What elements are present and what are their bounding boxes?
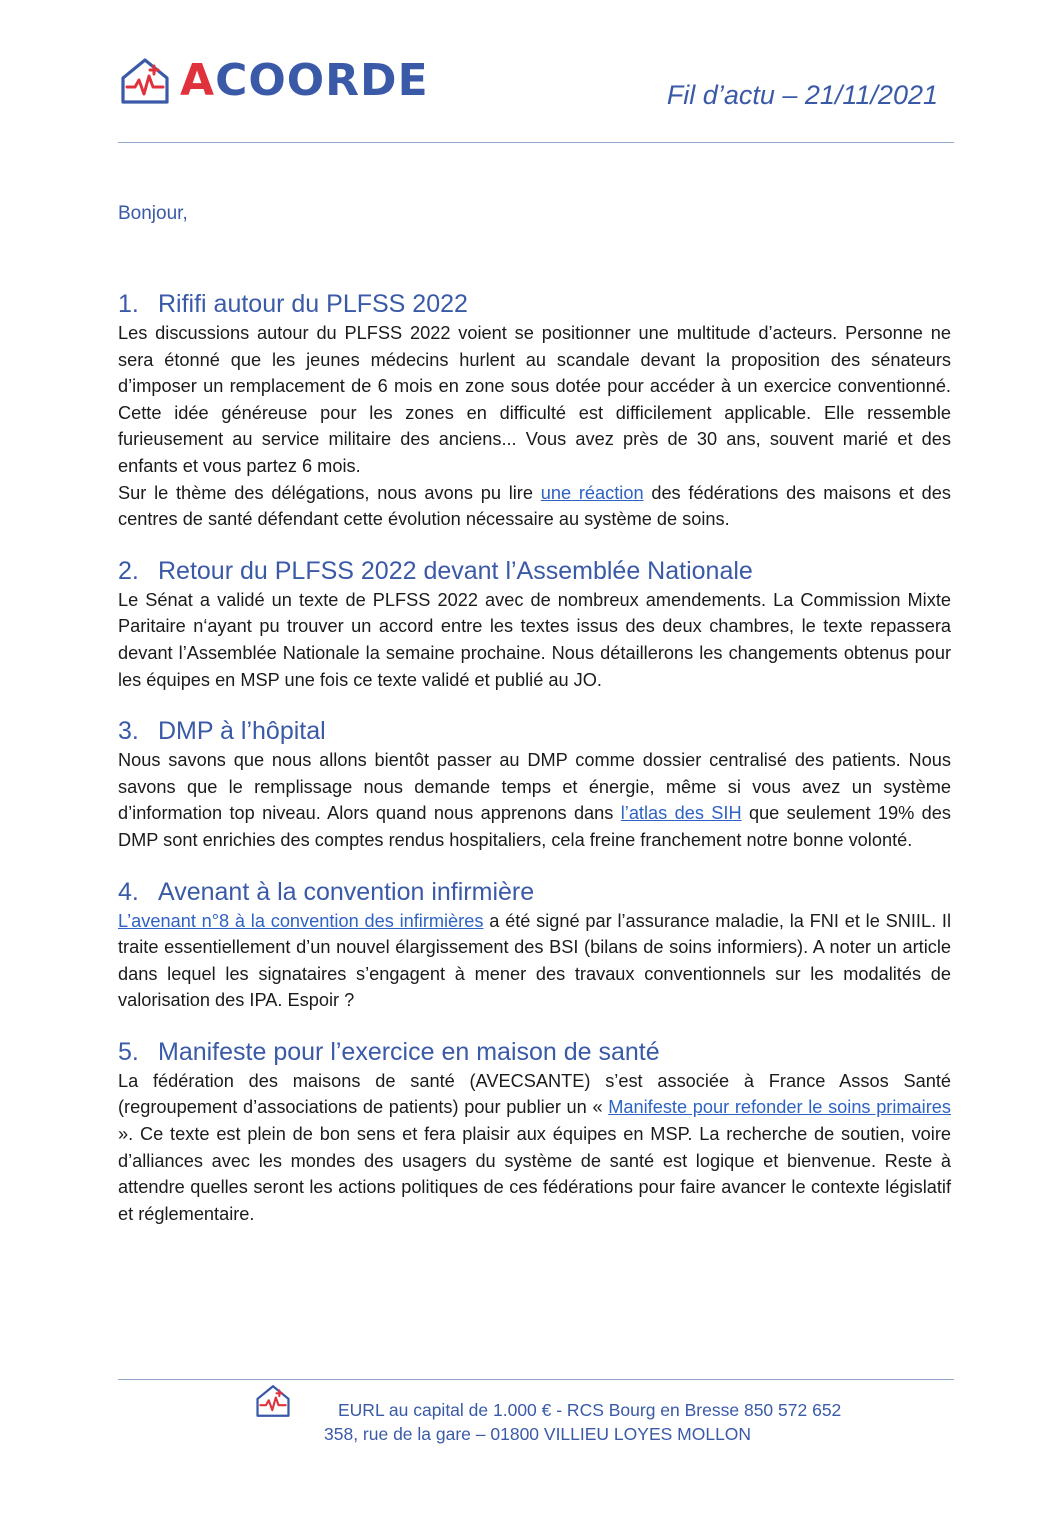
link-avenant-8[interactable]: L’avenant n°8 à la convention des infirmières: [118, 910, 484, 931]
text-run: des fédérations des maisons et des centres de santé défendant cette évolution nécessaire au système de soins.: [118, 482, 951, 530]
section-paragraph: [118, 908, 951, 1014]
section-paragraph: [118, 1068, 951, 1228]
text-run: Nous savons que nous allons bientôt passer au DMP comme dossier centralisé des patients. Nous savons que le remplissage nous demande temps et énergie, même si vous avez un système d’information top niveau. Alors quand nous apprenons dans: [118, 750, 951, 824]
logo-letters-rest: COORDE: [215, 55, 429, 106]
section-number: 2.: [118, 556, 139, 585]
text-run: Sur le thème des délégations, nous avons pu lire: [118, 482, 541, 503]
section-number: 4.: [118, 877, 139, 906]
section-title: DMP à l’hôpital: [158, 717, 326, 746]
section-number: 3.: [118, 717, 139, 746]
newsletter-body: [118, 200, 951, 1249]
section-2: [118, 555, 951, 693]
logo-wordmark: [180, 55, 429, 106]
section-paragraph: [118, 747, 951, 853]
document-date-title: Fil d’actu – 21/11/2021: [666, 80, 938, 110]
footer-company-info: EURL au capital de 1.000 € - RCS Bourg en Bresse 850 572 652: [338, 1400, 842, 1420]
section-paragraph: Le Sénat a validé un texte de PLFSS 2022 avec de nombreux amendements. La Commission Mixte Paritaire n‘ayant pu trouver un accord entre les textes issus des deux chambres, le texte repassera devant l’Assemblée Nationale la semaine prochaine. Nous détaillerons les changements obtenus pour les équipes en MSP une fois ce texte validé et publié au JO.: [118, 589, 951, 690]
section-paragraph: Les discussions autour du PLFSS 2022 voient se positionner une multitude d’acteurs. Personne ne sera étonné que les jeunes médecins hurlent au scandale devant la proposition des sénateurs d’imposer un remplacement de 6 mois en zone sous dotée pour accéder à un exercice conventionné. Cette idée généreuse pour les zones en difficulté est difficilement applicable. Elle ressemble furieusement au service militaire des anciens... Vous avez près de 30 ans, souvent marié et des enfants et vous partez 6 mois.: [118, 323, 951, 476]
section-3: [118, 715, 951, 853]
header-divider: [118, 142, 954, 143]
section-title: Avenant à la convention infirmière: [158, 877, 535, 906]
section-heading: [118, 1036, 951, 1068]
text-run: que seulement 19% des DMP sont enrichies des comptes rendus hospitaliers, cela freine franchement notre bonne volonté.: [118, 803, 951, 850]
section-1: [118, 288, 951, 533]
section-4: [118, 876, 951, 1014]
text-run: a été signé par l’assurance maladie, la FNI et le SNIIL. Il traite essentiellement d’un nouvel élargissement des BSI (bilans de soins informiers). A noter un article dans lequel les signataires s’engagent à mener des travaux conventionnels sur les modalités de valorisation des IPA. Espoir ?: [118, 910, 952, 1011]
section-number: 1.: [118, 290, 139, 318]
logo-letter-a: A: [180, 55, 216, 106]
link-une-reaction[interactable]: une réaction: [540, 482, 644, 503]
section-heading: [118, 288, 951, 320]
footer-divider: [118, 1379, 954, 1380]
house-heartbeat-icon: [254, 1382, 292, 1420]
section-title: Manifeste pour l’exercice en maison de santé: [158, 1037, 660, 1066]
section-heading: [118, 715, 951, 747]
logo: [118, 54, 429, 108]
text-run: La fédération des maisons de santé (AVECSANTE) s’est associée à France Assos Santé (regroupement d’associations de patients) pour publier un «: [118, 1070, 951, 1118]
section-heading: [118, 876, 951, 908]
section-paragraph: [118, 480, 951, 533]
text-run: ». Ce texte est plein de bon sens et fera plaisir aux équipes en MSP. La recherche de soutien, voire d’alliances avec les mondes des usagers du système de santé est logique et bienvenue. Reste à attendre quelles seront les actions politiques de ces fédérations pour faire avancer le contexte législatif et réglementaire.: [118, 1124, 951, 1224]
greeting: Bonjour,: [118, 203, 188, 224]
section-5: [118, 1036, 951, 1228]
section-number: 5.: [118, 1037, 139, 1066]
section-heading: [118, 555, 951, 587]
section-title: Retour du PLFSS 2022 devant l’Assemblée Nationale: [158, 556, 753, 585]
footer-address: 358, rue de la gare – 01800 VILLIEU LOYES MOLLON: [324, 1424, 752, 1444]
link-manifeste[interactable]: Manifeste pour refonder le soins primaires: [608, 1097, 951, 1118]
section-title: Rififi autour du PLFSS 2022: [158, 290, 468, 318]
link-atlas-sih[interactable]: l’atlas des SIH: [620, 803, 742, 824]
house-heartbeat-icon: [118, 54, 172, 108]
